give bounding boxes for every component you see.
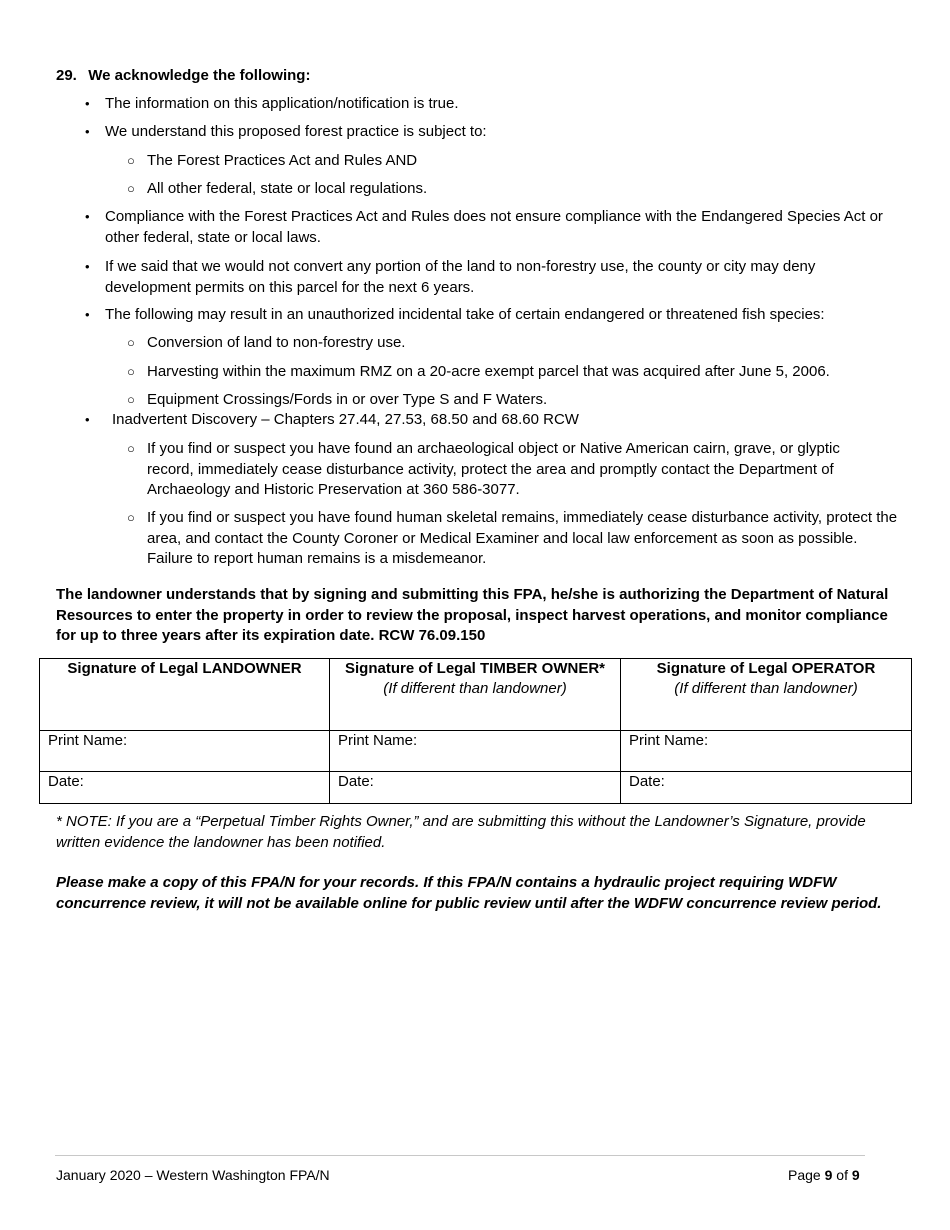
timber-owner-signature-title: Signature of Legal TIMBER OWNER* (344, 660, 605, 677)
page-current: 9 (824, 1167, 833, 1183)
signature-table (39, 658, 912, 804)
timber-owner-date-field[interactable] (330, 772, 621, 804)
timber-owner-print-name-field[interactable] (330, 731, 621, 772)
date-label: Date: (629, 773, 665, 790)
authorization-statement: The landowner understands that by signing and submitting this FPA, he/she is authorizing the Department of Natural Resources to enter the property in order to review the proposal, inspect harvest operations, and monitor compliance for up to three years after its expiration date. RCW 76.09.150 (56, 586, 889, 644)
footer-divider (55, 1155, 865, 1156)
section-heading (56, 66, 310, 86)
sub-bullet-item: Conversion of land to non-forestry use. (147, 334, 406, 351)
bullet-icon: • (85, 124, 90, 139)
print-name-label: Print Name: (338, 732, 418, 749)
sub-bullet-item: If you find or suspect you have found human skeletal remains, immediately cease disturbance activity, protect the area, and contact the County Coroner or Medical Examiner and local law enforcement as soon as possible. Failure to report human remains is a misdemeanor. (147, 509, 898, 567)
section-title: We acknowledge the following: (88, 67, 311, 84)
page-total: 9 (851, 1167, 860, 1183)
sub-bullet-icon: ○ (127, 510, 135, 525)
bullet-icon: • (85, 412, 90, 427)
sub-bullet-icon: ○ (127, 335, 135, 350)
sub-bullet-icon: ○ (127, 181, 135, 196)
date-label: Date: (338, 773, 374, 790)
footer-left: January 2020 – Western Washington FPA/N (56, 1167, 330, 1183)
operator-signature-cell[interactable] (621, 659, 912, 731)
sub-bullet-icon: ○ (127, 364, 135, 379)
page-prefix: Page (788, 1167, 821, 1183)
bullet-item: We understand this proposed forest practice is subject to: (105, 123, 487, 140)
landowner-print-name-field[interactable] (40, 731, 330, 772)
section-number: 29. (56, 67, 77, 84)
print-name-label: Print Name: (48, 732, 128, 749)
bullet-icon: • (85, 259, 90, 274)
timber-owner-note: (If different than landowner) (383, 680, 567, 697)
bullet-item: The following may result in an unauthorized incidental take of certain endangered or threatened fish species: (105, 306, 825, 323)
sub-bullet-item: Harvesting within the maximum RMZ on a 20-acre exempt parcel that was acquired after June 5, 2006. (147, 363, 830, 380)
bullet-icon: • (85, 307, 90, 322)
operator-print-name-field[interactable] (621, 731, 912, 772)
landowner-signature-title: Signature of Legal LANDOWNER (67, 660, 302, 677)
operator-date-field[interactable] (621, 772, 912, 804)
sub-bullet-icon: ○ (127, 392, 135, 407)
landowner-signature-cell[interactable] (40, 659, 330, 731)
bullet-item: The information on this application/notification is true. (105, 95, 459, 112)
bullet-icon: • (85, 209, 90, 224)
operator-signature-title: Signature of Legal OPERATOR (656, 660, 876, 677)
page-number (788, 1166, 860, 1184)
timber-owner-signature-cell[interactable] (330, 659, 621, 731)
print-name-label: Print Name: (629, 732, 709, 749)
page-of: of (836, 1167, 848, 1183)
copy-notice: Please make a copy of this FPA/N for your records. If this FPA/N contains a hydraulic project requiring WDFW concurrence review, it will not be available online for public review until after the WDFW concurrence review period. (56, 874, 882, 912)
sub-bullet-item: The Forest Practices Act and Rules AND (147, 152, 418, 169)
sub-bullet-icon: ○ (127, 441, 135, 456)
date-label: Date: (48, 773, 84, 790)
sub-bullet-item: All other federal, state or local regulations. (147, 180, 428, 197)
bullet-item: Compliance with the Forest Practices Act and Rules does not ensure compliance with the Endangered Species Act or other federal, state or local laws. (105, 208, 883, 246)
sub-bullet-item: If you find or suspect you have found an archaeological object or Native American cairn, grave, or glyptic record, immediately cease disturbance activity, protect the area and promptly contact the Department of Archaeology and Historic Preservation at 360 586-3077. (147, 440, 840, 498)
operator-note: (If different than landowner) (674, 680, 858, 697)
bullet-icon: • (85, 96, 90, 111)
bullet-item: Inadvertent Discovery – Chapters 27.44, 27.53, 68.50 and 68.60 RCW (112, 411, 579, 428)
sub-bullet-icon: ○ (127, 153, 135, 168)
bullet-item: If we said that we would not convert any portion of the land to non-forestry use, the county or city may deny development permits on this parcel for the next 6 years. (105, 258, 816, 296)
timber-rights-note: * NOTE: If you are a “Perpetual Timber Rights Owner,” and are submitting this without the Landowner’s Signature, provide written evidence the landowner has been notified. (56, 813, 866, 851)
sub-bullet-item: Equipment Crossings/Fords in or over Type S and F Waters. (147, 391, 548, 408)
landowner-date-field[interactable] (40, 772, 330, 804)
